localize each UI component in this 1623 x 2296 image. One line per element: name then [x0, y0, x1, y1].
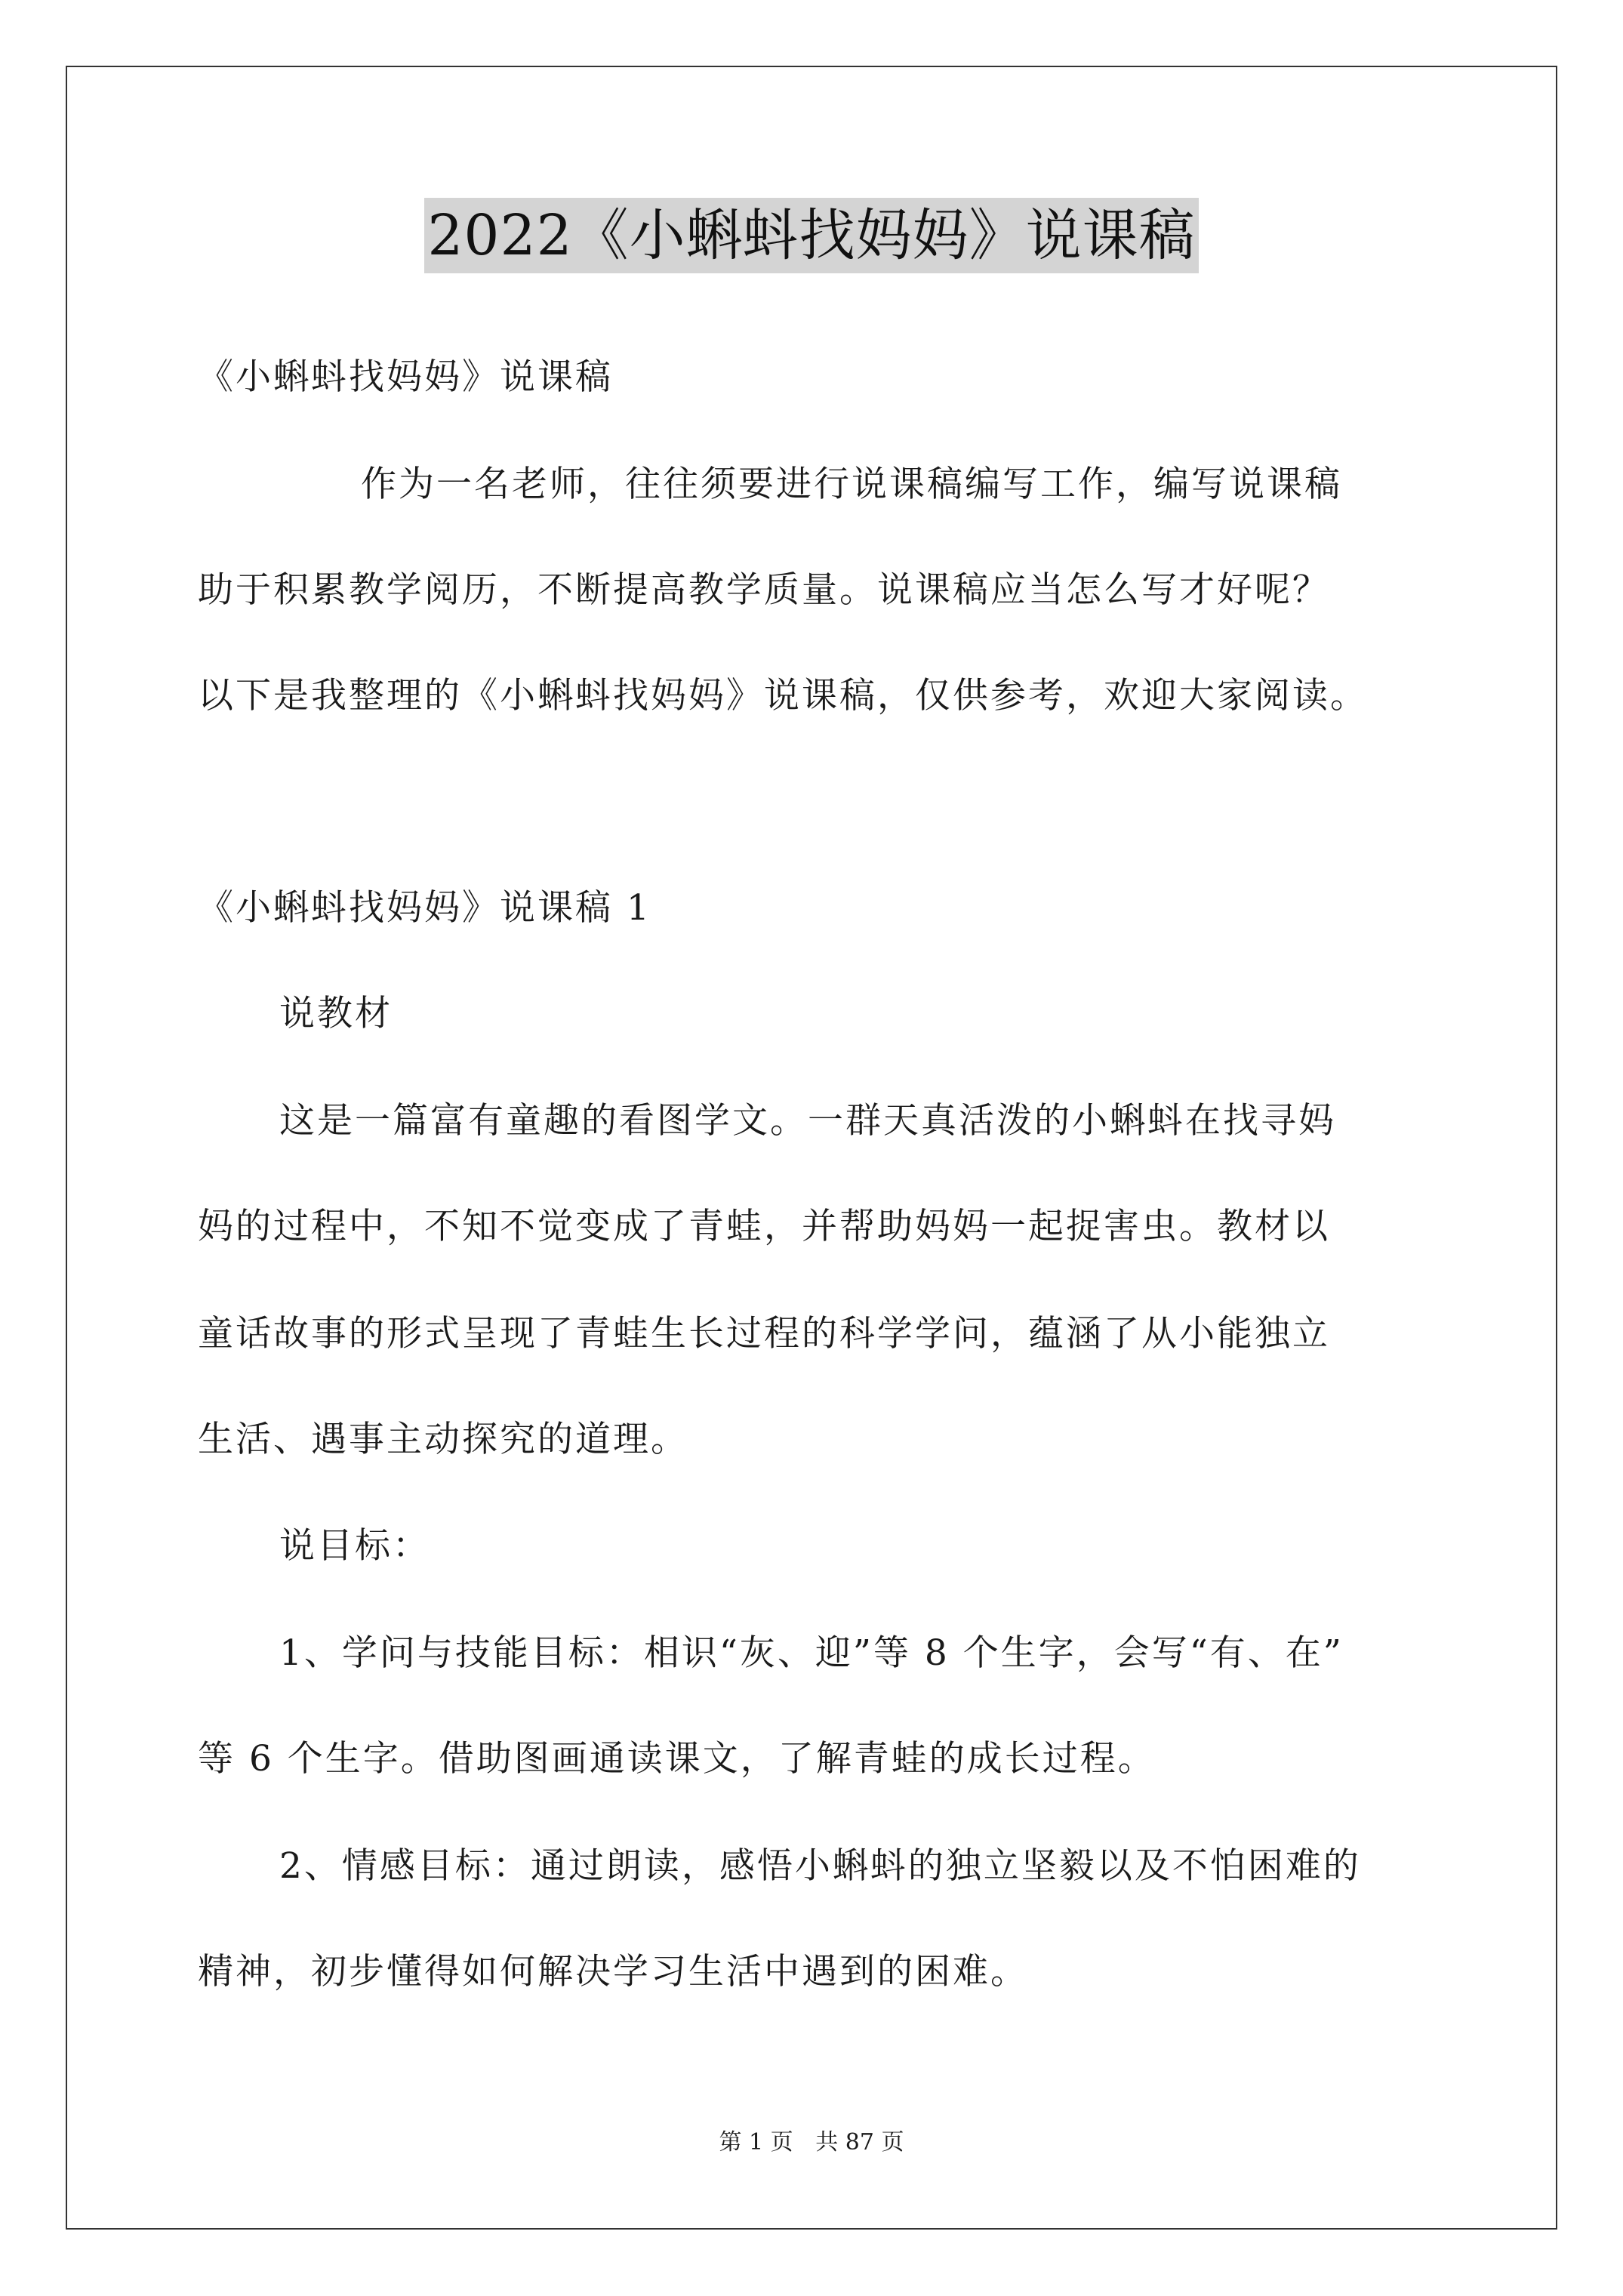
- body-paragraph-line: 这是一篇富有童趣的看图学文。一群天真活泼的小蝌蚪在找寻妈: [279, 1100, 1336, 1142]
- section-heading-1: 《小蝌蚪找妈妈》说课稿 1: [198, 887, 651, 929]
- title-container: [0, 198, 1623, 273]
- body-paragraph-line: 等 6 个生字。借助图画通读课文，了解青蛙的成长过程。: [198, 1738, 1156, 1780]
- intro-paragraph-line: 助于积累教学阅历，不断提高教学质量。说课稿应当怎么写才好呢？: [198, 569, 1330, 611]
- body-paragraph-line: 2、情感目标：通过朗读，感悟小蝌蚪的独立坚毅以及不怕困难的: [279, 1845, 1361, 1887]
- body-paragraph-line: 童话故事的形式呈现了青蛙生长过程的科学学问，蕴涵了从小能独立: [198, 1313, 1330, 1354]
- body-paragraph-line: 1、学问与技能目标：相识“灰、迎”等 8 个生字，会写“有、在”: [279, 1632, 1344, 1674]
- subheading-textbook: 说教材: [279, 993, 393, 1034]
- body-paragraph-line: 精神，初步懂得如何解决学习生活中遇到的困难。: [198, 1951, 1028, 1992]
- intro-paragraph-line: 以下是我整理的《小蝌蚪找妈妈》说课稿，仅供参考，欢迎大家阅读。: [198, 675, 1368, 717]
- subheading-goals: 说目标：: [279, 1525, 430, 1567]
- document-title: 2022《小蝌蚪找妈妈》说课稿: [424, 198, 1198, 273]
- page-number: 第 1 页: [719, 2129, 793, 2156]
- page-total: 共 87 页: [815, 2129, 904, 2156]
- intro-paragraph-line: 作为一名老师，往往须要进行说课稿编写工作，编写说课稿: [361, 464, 1342, 505]
- heading-lesson-plan: 《小蝌蚪找妈妈》说课稿: [198, 356, 613, 398]
- page-footer: [0, 2128, 1623, 2158]
- body-paragraph-line: 生活、遇事主动探究的道理。: [198, 1419, 688, 1460]
- body-paragraph-line: 妈的过程中，不知不觉变成了青蛙，并帮助妈妈一起捉害虫。教材以: [198, 1206, 1330, 1247]
